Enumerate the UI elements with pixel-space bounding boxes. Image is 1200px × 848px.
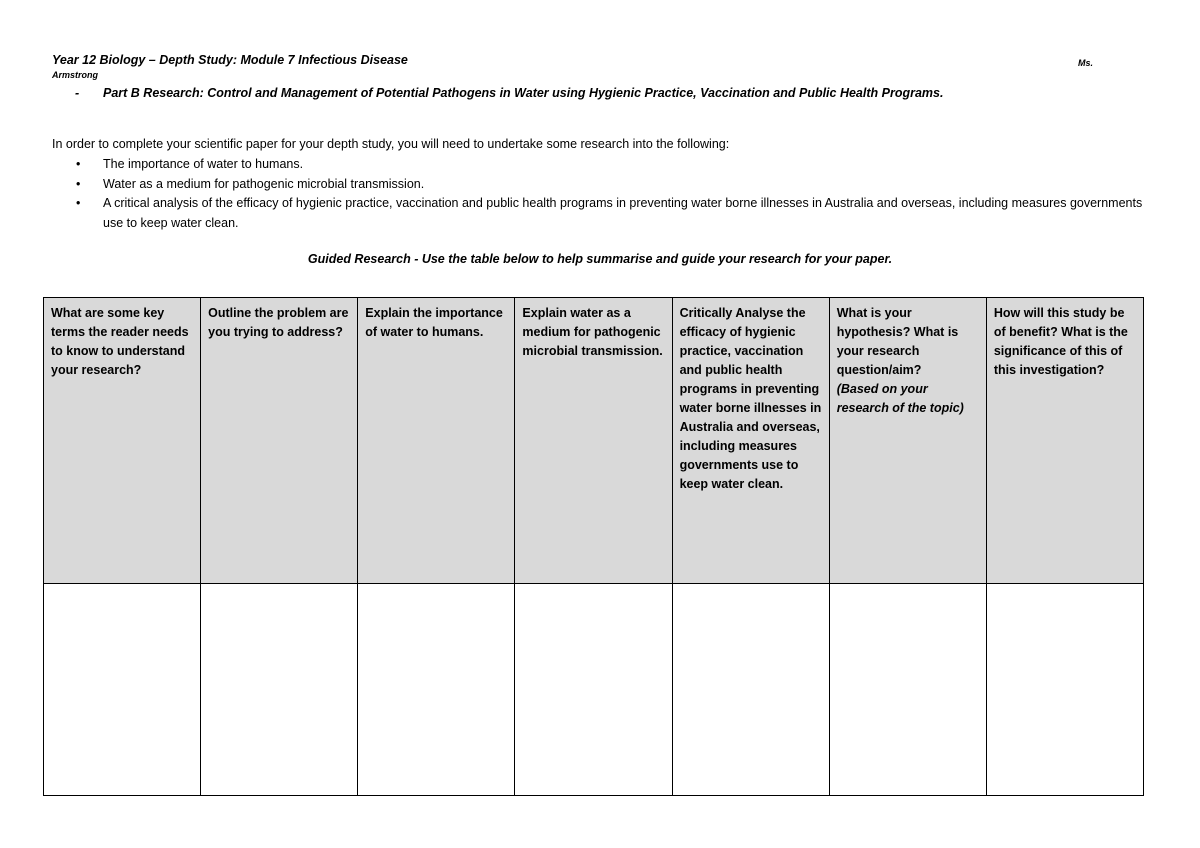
- header-hypothesis-text: What is your hypothesis? What is your research question/aim?: [836, 306, 959, 377]
- bullet-icon: •: [76, 157, 81, 171]
- part-b-text: Part B Research: Control and Management of Potential Pathogens in Water using Hygienic Practice, Vaccination and Public Health Programs.: [103, 86, 944, 100]
- header-critical-analysis: Critically Analyse the efficacy of hygienic practice, vaccination and public health programs in preventing water borne illnesses in Australia and overseas, including measures governments use to keep water clean.: [672, 298, 829, 584]
- header-hypothesis: [829, 298, 986, 584]
- answer-cell-water-as-medium[interactable]: [515, 584, 672, 796]
- list-item: [75, 175, 1150, 195]
- answer-cell-importance-of-water[interactable]: [358, 584, 515, 796]
- list-item: [75, 194, 1150, 233]
- table-row: [44, 584, 1144, 796]
- answer-cell-critical-analysis[interactable]: [672, 584, 829, 796]
- answer-cell-problem[interactable]: [201, 584, 358, 796]
- table-header-row: [44, 298, 1144, 584]
- header-benefit: How will this study be of benefit? What is the significance of this of this investigation?: [986, 298, 1143, 584]
- guided-research-heading: Guided Research - Use the table below to help summarise and guide your research for your paper.: [307, 252, 893, 266]
- header-hypothesis-note: (Based on your research of the topic): [836, 382, 964, 415]
- document-title: Year 12 Biology – Depth Study: Module 7 Infectious Disease: [52, 53, 408, 67]
- bullet-icon: •: [76, 176, 81, 191]
- part-b-heading: [75, 86, 943, 100]
- header-key-terms: What are some key terms the reader needs to know to understand your research?: [44, 298, 201, 584]
- teacher-title: Ms.: [1078, 58, 1094, 68]
- header-importance-of-water: Explain the importance of water to humans.: [358, 298, 515, 584]
- list-item-text: Water as a medium for pathogenic microbial transmission.: [103, 176, 425, 191]
- answer-cell-key-terms[interactable]: [44, 584, 201, 796]
- list-item: [75, 155, 1150, 175]
- header-water-as-medium: Explain water as a medium for pathogenic microbial transmission.: [515, 298, 672, 584]
- answer-cell-hypothesis[interactable]: [829, 584, 986, 796]
- teacher-name: Armstrong: [52, 70, 99, 80]
- answer-cell-benefit[interactable]: [986, 584, 1143, 796]
- header-problem: Outline the problem are you trying to address?: [201, 298, 358, 584]
- bullet-icon: •: [76, 196, 81, 210]
- list-item-text: The importance of water to humans.: [103, 157, 304, 171]
- research-topics-list: [75, 155, 1150, 233]
- guided-research-table: [43, 297, 1144, 796]
- intro-paragraph: In order to complete your scientific paper for your depth study, you will need to undertake some research into the following:: [52, 137, 730, 151]
- part-b-dash: -: [75, 86, 80, 100]
- list-item-text: A critical analysis of the efficacy of hygienic practice, vaccination and public health programs in preventing water borne illnesses in Australia and overseas, including measures governments use to keep water clean.: [103, 196, 1143, 230]
